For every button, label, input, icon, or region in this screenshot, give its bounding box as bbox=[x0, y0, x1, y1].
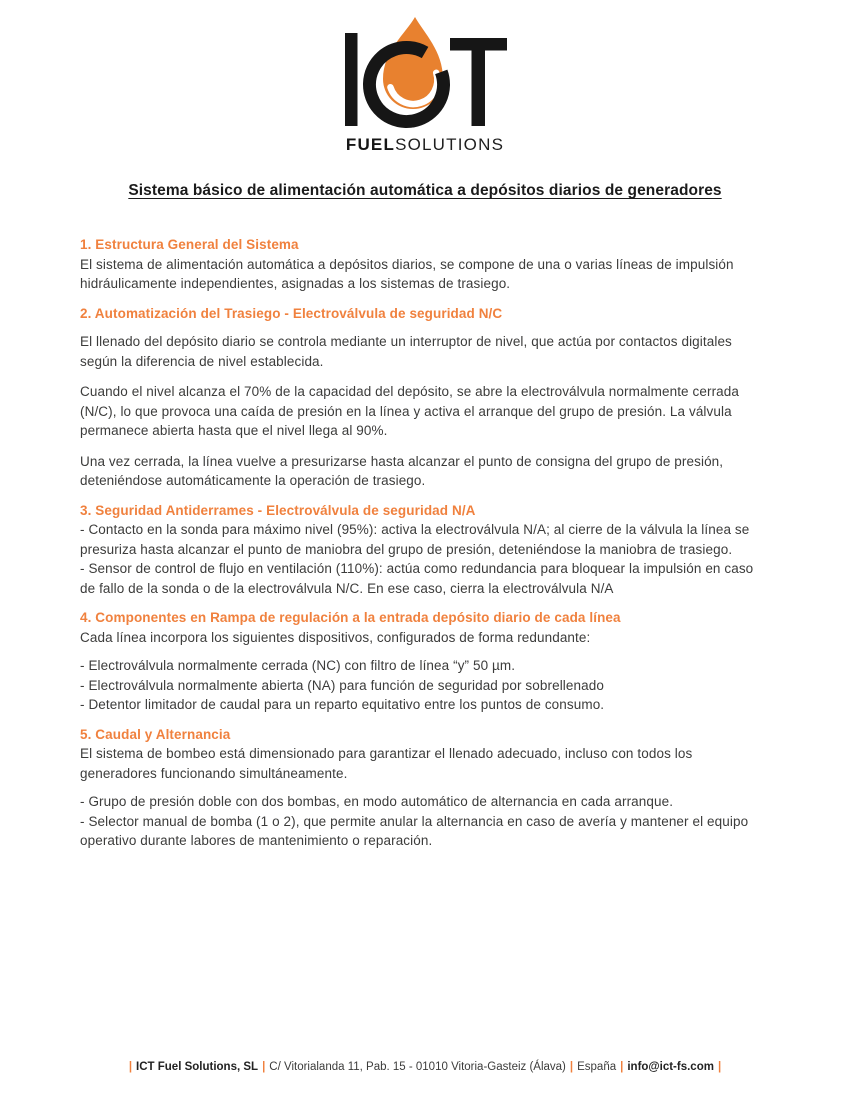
section-heading-2: 2. Automatización del Trasiego - Electroválvula de seguridad N/C bbox=[80, 305, 503, 321]
ict-logo-icon bbox=[340, 13, 510, 133]
footer-address: C/ Vitorialanda 11, Pab. 15 - 01010 Vitoria-Gasteiz (Álava) bbox=[269, 1061, 566, 1073]
list-item: - Sensor de control de flujo en ventilación (110%): actúa como redundancia para bloquear la impulsión en caso de fallo de la sonda o de la electroválvula N/C. En ese caso, cierra la electroválvula N/A bbox=[80, 561, 754, 596]
paragraph: El sistema de bombeo está dimensionado para garantizar el llenado adecuado, incluso con todos los generadores funcionando simultáneamente. bbox=[80, 746, 693, 781]
paragraph: Cada línea incorpora los siguientes dispositivos, configurados de forma redundante: bbox=[80, 629, 591, 645]
logo-wordmark-solutions: SOLUTIONS bbox=[395, 135, 505, 154]
brand-logo bbox=[0, 0, 850, 155]
document-body bbox=[0, 235, 850, 851]
section-heading-1: 1. Estructura General del Sistema bbox=[80, 237, 299, 252]
logo-wordmark-fuel: FUEL bbox=[345, 135, 396, 154]
spacer bbox=[80, 373, 770, 382]
section-heading-3: 3. Seguridad Antiderrames - Electroválvula de seguridad N/A bbox=[80, 502, 476, 518]
list-item: - Electroválvula normalmente cerrada (NC) con filtro de línea “y” 50 µm. bbox=[80, 658, 516, 673]
spacer bbox=[80, 783, 770, 792]
footer-email-link[interactable]: info@ict-fs.com bbox=[627, 1061, 714, 1073]
document-title: Sistema básico de alimentación automática a depósitos diarios de generadores bbox=[128, 182, 722, 199]
list-item: - Detentor limitador de caudal para un reparto equitativo entre los puntos de consumo. bbox=[80, 697, 605, 712]
logo-wordmark bbox=[0, 135, 850, 155]
footer-company-name: ICT Fuel Solutions, SL bbox=[136, 1061, 259, 1073]
page-footer bbox=[0, 1060, 850, 1075]
list-item: - Selector manual de bomba (1 o 2), que permite anular la alternancia en caso de avería y mantener el equipo operativo durante labores de mantenimiento o reparación. bbox=[80, 813, 749, 848]
footer-country: España bbox=[577, 1061, 617, 1073]
spacer bbox=[80, 647, 770, 656]
footer-separator: | bbox=[717, 1061, 722, 1073]
paragraph: El llenado del depósito diario se controla mediante un interruptor de nivel, que actúa por contactos digitales según la diferencia de nivel establecida. bbox=[80, 334, 732, 369]
section-heading-5: 5. Caudal y Alternancia bbox=[80, 726, 231, 742]
spacer bbox=[80, 443, 770, 452]
paragraph: El sistema de alimentación automática a depósitos diarios, se compone de una o varias líneas de impulsión hidráulicamente independientes, asignadas a los sistemas de trasiego. bbox=[80, 256, 734, 291]
spacer bbox=[80, 323, 770, 332]
footer-separator: | bbox=[620, 1061, 624, 1073]
footer-separator: | bbox=[262, 1061, 266, 1073]
footer-separator: | bbox=[128, 1061, 133, 1073]
paragraph: Una vez cerrada, la línea vuelve a presurizarse hasta alcanzar el punto de consigna del grupo de presión, deteniéndose automáticamente la operación de trasiego. bbox=[80, 453, 724, 488]
paragraph: Cuando el nivel alcanza el 70% de la capacidad del depósito, se abre la electroválvula normalmente cerrada (N/C), lo que provoca una caída de presión en la línea y activa el arranque del grupo de presión. La válvula permanece abierta hasta que el nivel llega al 90%. bbox=[80, 384, 739, 438]
list-item: - Electroválvula normalmente abierta (NA) para función de seguridad por sobrellenado bbox=[80, 677, 604, 693]
logo-letter-t bbox=[450, 38, 507, 126]
logo-letter-i bbox=[345, 33, 358, 126]
footer-separator: | bbox=[569, 1061, 574, 1073]
section-heading-4: 4. Componentes en Rampa de regulación a la entrada depósito diario de cada línea bbox=[80, 610, 621, 625]
list-item: - Grupo de presión doble con dos bombas, en modo automático de alternancia en cada arranque. bbox=[80, 794, 674, 809]
list-item: - Contacto en la sonda para máximo nivel (95%): activa la electroválvula N/A; al cierre de la válvula la línea se presuriza hasta alcanzar el punto de maniobra del grupo de presión, deteniéndose la maniobra de trasiego. bbox=[80, 522, 750, 557]
